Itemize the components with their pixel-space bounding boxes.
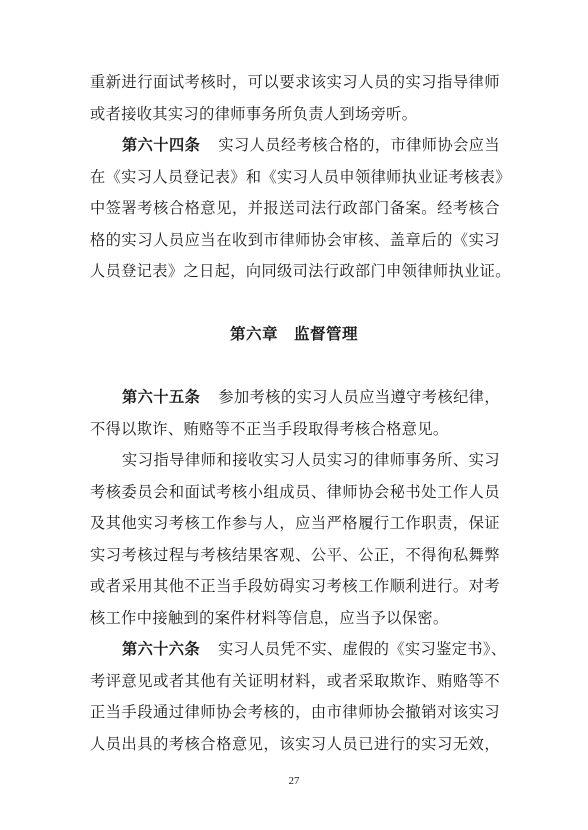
text-line: 实习指导律师和接收实习人员实习的律师事务所、实习	[122, 451, 500, 469]
article-text: 实习人员凭不实、虚假的《实习鉴定书》、	[217, 640, 507, 658]
text-line	[90, 130, 500, 162]
text-line	[90, 382, 500, 414]
text-line: 考核委员会和面试考核小组成员、律师协会秘书处工作人员	[90, 482, 500, 501]
article-66	[90, 634, 507, 760]
article-65	[90, 382, 500, 445]
article-64	[90, 130, 511, 288]
chapter-heading	[0, 322, 588, 344]
text-line: 或者采用其他不正当手段妨碍实习考核工作顺利进行。对考	[90, 577, 500, 595]
page-number: 27	[288, 775, 300, 787]
article-number: 第六十五条	[122, 388, 201, 406]
text-line: 核工作中接触到的案件材料等信息，应当予以保密。	[90, 608, 449, 627]
text-line: 及其他实习考核工作参与人，应当严格履行工作职责，保证	[90, 514, 500, 532]
chapter-number: 第六章	[229, 325, 278, 343]
text-line: 重新进行面试考核时，可以要求该实习人员的实习指导律师	[90, 73, 500, 91]
text-line: 或者接收其实习的律师事务所负责人到场旁听。	[90, 104, 418, 123]
article-text: 实习人员经考核合格的，市律师协会应当	[218, 136, 501, 154]
text-line: 实习考核过程与考核结果客观、公平、公正，不得徇私舞弊	[90, 545, 500, 564]
text-line: 在《实习人员登记表》和《实习人员申领律师执业证考核表》	[90, 167, 511, 186]
chapter-title: 监督管理	[294, 325, 359, 343]
text-line: 正当手段通过律师协会考核的，由市律师协会撤销对该实习	[90, 703, 500, 721]
paragraph-continuation	[90, 67, 500, 130]
text-line: 考评意见或者其他有关证明材料，或者采取欺诈、贿赂等不	[90, 671, 500, 690]
text-line: 人员出具的考核合格意见，该实习人员已进行的实习无效，	[90, 734, 500, 753]
article-number: 第六十四条	[122, 136, 201, 154]
text-line: 不得以欺诈、贿赂等不正当手段取得考核合格意见。	[90, 419, 449, 438]
text-line: 格的实习人员应当在收到市律师协会审核、盖章后的《实习	[90, 230, 500, 249]
text-line: 人员登记表》之日起，向同级司法行政部门申领律师执业证。	[90, 262, 511, 280]
paragraph-duties	[90, 445, 500, 634]
text-line	[90, 634, 507, 666]
article-number: 第六十六条	[122, 640, 200, 658]
text-line: 中签署考核合格意见，并报送司法行政部门备案。经考核合	[90, 199, 500, 217]
article-text: 参加考核的实习人员应当遵守考核纪律，	[218, 388, 501, 406]
